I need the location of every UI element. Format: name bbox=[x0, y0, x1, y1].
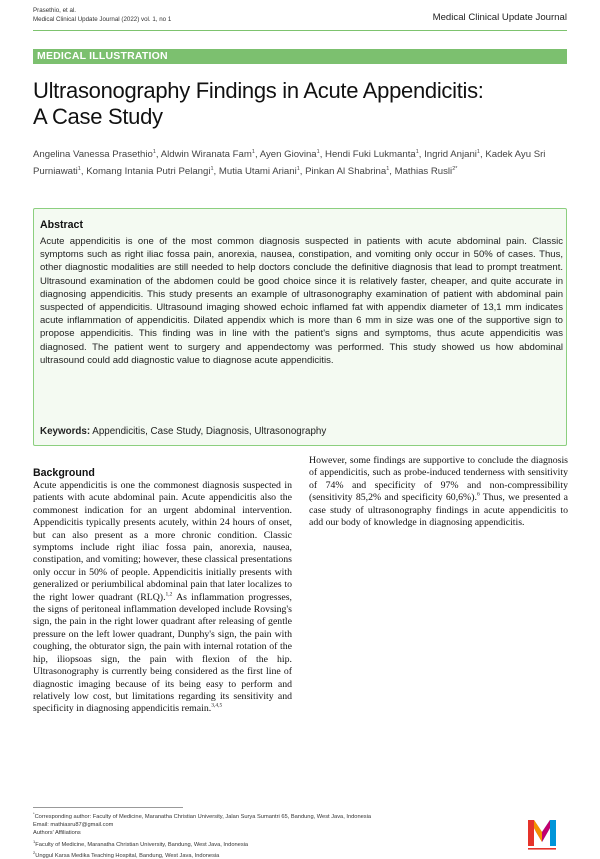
author-name: Angelina Vanessa Prasethio bbox=[33, 149, 153, 161]
title-line-2: A Case Study bbox=[33, 104, 163, 129]
citation-ref: 1,2 bbox=[165, 591, 173, 598]
background-paragraph-3: However, some findings are supportive to conclude the diagnosis of appendicitis, such as probe-induced tenderness with sensitivity of 74% and specificity of 97% and non-compressibility (sensitivity 85,2% and specificity 60,6%). bbox=[309, 455, 568, 504]
author-name: Komang Intania Putri Pelangi bbox=[86, 166, 211, 178]
body-column-right bbox=[309, 455, 568, 529]
author-affiliation: 1 bbox=[316, 149, 320, 155]
affiliations-label: Authors' Affiliations bbox=[33, 830, 81, 837]
background-paragraph-1: Acute appendicitis is one the commonest diagnosis suspected in patients with acute abdominal pain. Acute appendicitis also the commonest indication for an urgent abdominal intervention. Appendicitis typically presents acutely, within 24 hours of onset, but can also present as a more chronic condition. Classic symptoms include right iliac fossa pain, anorexia, nausea, constipation, and vomiting; however, these classical presentations only occur in 50% of people. Appendicitis initially presents with generalized or periumbilical abdominal pain that later localizes to the right lower quadrant (RLQ). bbox=[33, 480, 292, 603]
running-header bbox=[33, 6, 171, 24]
author-name: Ayen Giovina bbox=[259, 149, 317, 161]
author-name: Kadek Ayu Sri Purniawati bbox=[33, 149, 546, 178]
article-title bbox=[33, 78, 573, 130]
author-affiliation: 1 bbox=[77, 166, 81, 173]
author-name: Aldwin Wiranata Fam bbox=[160, 149, 252, 161]
author-affiliation: 1 bbox=[476, 149, 480, 155]
author-affiliation: 1 bbox=[210, 166, 214, 173]
author-name: Hendi Fuki Lukmanta bbox=[325, 149, 416, 161]
footnotes: *Corresponding author: Faculty of Medicine, Maranatha Christian University, Jalan Surya Sumantri 65, Bandung, West Java, Indonesia Email: mathiasru87@gmail.com Authors' Affiliations $^1$Faculty of Medicine, Maranatha Christian University, Bandung, West Java, Indonesia $^2$Unggul Karsa Medika Teaching Hospital, Bandung, West Java, Indonesia bbox=[33, 810, 493, 859]
keywords bbox=[40, 426, 560, 437]
journal-m-logo-icon bbox=[525, 812, 559, 852]
background-paragraph-4: Thus, we presented a case study of ultrasonography findings in acute appendicitis to add our body of knowledge in diagnosing appendicitis. bbox=[309, 492, 568, 529]
background-paragraph-2: As inflammation progresses, the signs of peritoneal inflammation developed include Rovsing's sign, the pain in the right lower quadrant after releasing of gentle pressure on the left lower quadrant, Dunphy's sign, the pain with coughing, the obturator sign, the pain with internal rotation of the hip, iliopsoas sign, the pain with flexion of the hip. Ultrasonography is currently being considered as the first line of diagnostic imaging because of its being easy to perform and relatively low cost, but limitations regarding its sensitivity and specificity in diagnosing appendicitis remain. bbox=[33, 591, 292, 715]
author-name: Mathias Rusli bbox=[394, 166, 453, 178]
author-affiliation: 2* bbox=[452, 166, 458, 173]
running-citation: Medical Clinical Update Journal (2022) vol. 1, no 1 bbox=[33, 16, 172, 23]
author-affiliation: 1 bbox=[251, 149, 255, 155]
corresponding-author: Corresponding author: Faculty of Medicine, Maranatha Christian University, Jalan Surya Sumantri 65, Bandung, West Java, Indonesia bbox=[34, 813, 372, 820]
author-list: Angelina Vanessa Prasethio$^1$, Aldwin Wiranata Fam$^1$, Ayen Giovina$^1$, Hendi Fuki Lukmanta$^1$, Ingrid Anjani$^1$, Kadek Ayu Sri Purniawati$^1$, Komang Intania Putri Pelangi$^1$, Mutia Utami Ariani$^1$, Pinkan Al Shabrina$^1$, Mathias Rusli$^{2*}$ bbox=[33, 149, 546, 178]
section-tag: MEDICAL ILLUSTRATION bbox=[33, 49, 567, 64]
citation-ref: 3,4,5 bbox=[211, 703, 223, 710]
citation-ref: 6 bbox=[476, 491, 480, 498]
background-heading: Background bbox=[33, 467, 95, 479]
abstract-heading: Abstract bbox=[40, 219, 83, 231]
affiliation-2: Unggul Karsa Medika Teaching Hospital, Bandung, West Java, Indonesia bbox=[35, 852, 220, 859]
author-affiliation: 1 bbox=[152, 149, 156, 155]
title-line-1: Ultrasonography Findings in Acute Appendicitis: bbox=[33, 78, 484, 103]
affiliation-1: Faculty of Medicine, Maranatha Christian University, Bandung, West Java, Indonesia bbox=[35, 841, 249, 848]
running-authors: Prasethio, et al. bbox=[33, 7, 76, 14]
author-name: Ingrid Anjani bbox=[424, 149, 477, 161]
author-name: Pinkan Al Shabrina bbox=[305, 166, 387, 178]
footnote-divider bbox=[33, 807, 183, 808]
corresponding-email: Email: mathiasru87@gmail.com bbox=[33, 822, 114, 829]
keywords-label: Keywords: bbox=[40, 426, 91, 437]
author-name: Mutia Utami Ariani bbox=[218, 166, 297, 178]
body-column-left bbox=[33, 467, 292, 716]
author-affiliation: 1 bbox=[415, 149, 419, 155]
author-affiliation: 1 bbox=[386, 166, 390, 173]
header-divider bbox=[33, 30, 567, 31]
keywords-text: Appendicitis, Case Study, Diagnosis, Ultrasonography bbox=[92, 426, 327, 437]
abstract-text: Acute appendicitis is one of the most common diagnosis suspected in patients with acute abdominal pain. Classic symptoms such as right iliac fossa pain, anorexia, nausea, constipation, and vomiting only occur in 50% of cases. Thus, other diagnostic modalities are still needed to help doctors conclude the definitive diagnosis that lead to prompt treatment. Ultrasound examination of the abdomen could be good choice since it is relatively faster, cheaper, and quite accurate in diagnosing appendicitis. This study presents an example of ultrasonography examination of patient with abdominal pain suspected of appendicitis. Ultrasound imaging showed echoic inflamed fat with appendix diameter of 13,1 mm indicates acute inflammation of appendicitis. Dilated appendix which is more than 6 mm in size was one of the supportive sign to propose appendicitis. This finding was in line with the patient's signs and symptoms, thus acute appendicitis was diagnosed. The patient went to surgery and appendectomy was performed. This study showed us how abdominal ultrasound could add diagnostic value to diagnose acute appendicitis. bbox=[40, 236, 563, 366]
author-affiliation: 1 bbox=[296, 166, 300, 173]
journal-name: Medical Clinical Update Journal bbox=[432, 12, 567, 23]
